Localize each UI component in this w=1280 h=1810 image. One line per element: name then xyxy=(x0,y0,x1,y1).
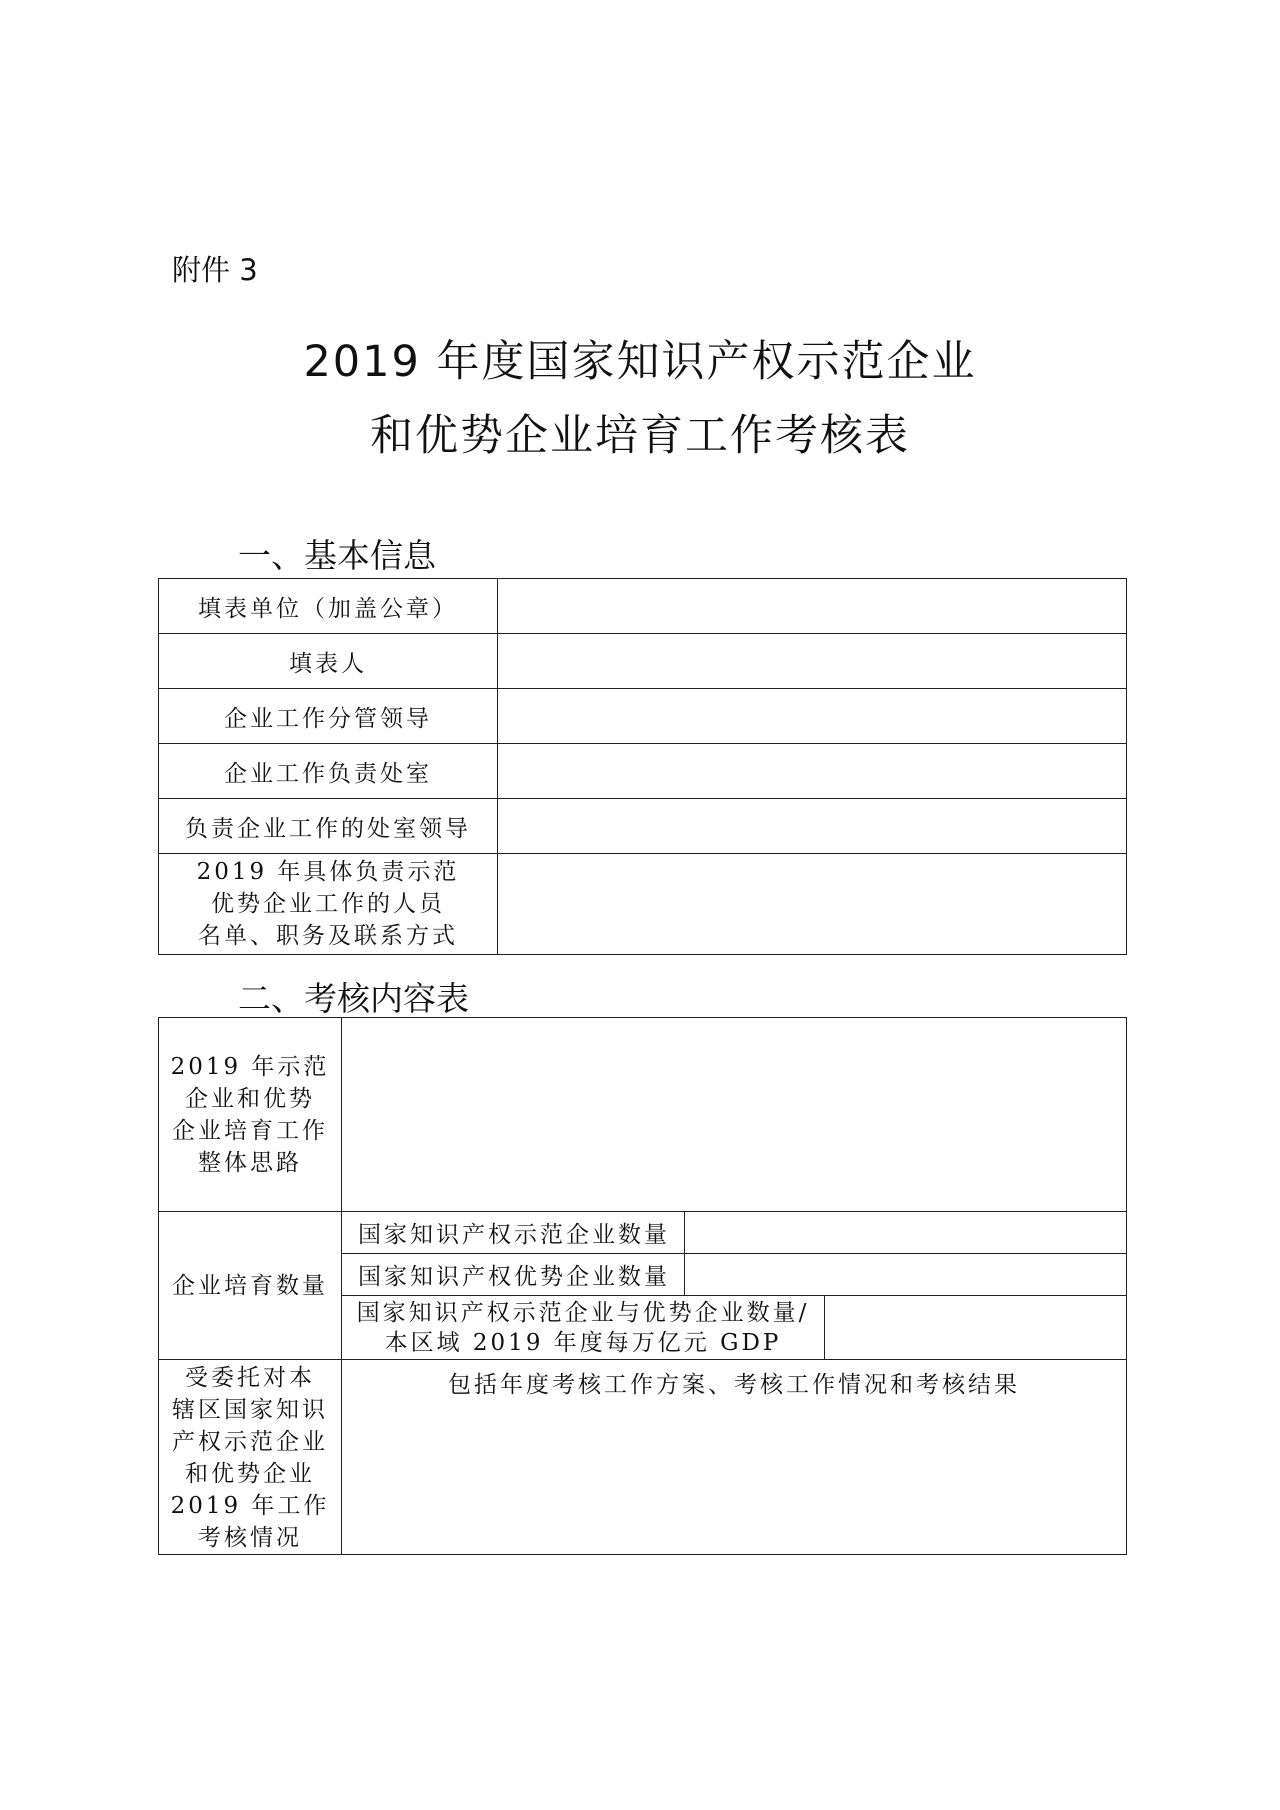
label-line: 企业培育工作 xyxy=(172,1117,328,1144)
label-line: 优势企业工作的人员 xyxy=(211,891,445,917)
table-row xyxy=(159,799,1127,854)
row-label: 企业工作分管领导 xyxy=(159,689,498,744)
page-title-line1: 2019 年度国家知识产权示范企业 xyxy=(303,337,977,387)
table-row xyxy=(159,1212,1127,1254)
label-line: 本区域 2019 年度每万亿元 GDP xyxy=(384,1329,782,1356)
fill-field-office-leader[interactable] xyxy=(498,799,1127,854)
attachment-label: 附件 3 xyxy=(172,253,258,287)
row-label: 企业工作负责处室 xyxy=(159,744,498,799)
label-line: 整体思路 xyxy=(198,1149,302,1176)
ratio-label xyxy=(342,1296,825,1360)
row-label-staff xyxy=(159,854,498,955)
fill-field-overall-idea[interactable] xyxy=(342,1018,1127,1212)
assessment-table xyxy=(158,1017,1127,1555)
fill-field-leader[interactable] xyxy=(498,689,1127,744)
label-line: 国家知识产权示范企业与优势企业数量/ xyxy=(356,1299,810,1326)
label-line: 考核情况 xyxy=(198,1525,302,1551)
label-line: 辖区国家知识 xyxy=(172,1397,328,1423)
fill-field-staff[interactable] xyxy=(498,854,1127,955)
fill-field-ratio[interactable] xyxy=(825,1296,1127,1360)
table-row xyxy=(159,1360,1127,1555)
demo-enterprise-count-label: 国家知识产权示范企业数量 xyxy=(342,1212,685,1254)
page-title-line2: 和优势企业培育工作考核表 xyxy=(370,411,910,461)
advantage-enterprise-count-label: 国家知识产权优势企业数量 xyxy=(342,1254,685,1296)
row-label: 填表人 xyxy=(159,634,498,689)
label-line: 企业和优势 xyxy=(185,1085,315,1112)
table-row xyxy=(159,854,1127,955)
table-row xyxy=(159,744,1127,799)
fill-field-unit[interactable] xyxy=(498,579,1127,634)
label-line: 2019 年具体负责示范 xyxy=(196,859,460,885)
label-line: 名单、职务及联系方式 xyxy=(198,923,458,949)
table-row xyxy=(159,579,1127,634)
label-line: 和优势企业 xyxy=(185,1461,315,1487)
assessment-status-label xyxy=(159,1360,342,1555)
row-label: 填表单位（加盖公章） xyxy=(159,579,498,634)
assessment-hint: 包括年度考核工作方案、考核工作情况和考核结果 xyxy=(448,1372,1020,1398)
fill-field-office[interactable] xyxy=(498,744,1127,799)
section-heading-assessment: 二、考核内容表 xyxy=(238,979,469,1018)
label-line: 2019 年工作 xyxy=(170,1493,330,1519)
fill-field-demo-count[interactable] xyxy=(685,1212,1127,1254)
section-heading-basic-info: 一、基本信息 xyxy=(238,536,436,575)
table-row xyxy=(159,1018,1127,1212)
label-line: 产权示范企业 xyxy=(172,1429,328,1455)
label-line: 受委托对本 xyxy=(185,1365,315,1391)
label-line: 2019 年示范 xyxy=(170,1053,330,1080)
table-row xyxy=(159,634,1127,689)
overall-idea-label xyxy=(159,1018,342,1212)
table-row xyxy=(159,689,1127,744)
fill-field-filler[interactable] xyxy=(498,634,1127,689)
quantity-label: 企业培育数量 xyxy=(159,1212,342,1360)
fill-field-advantage-count[interactable] xyxy=(685,1254,1127,1296)
row-label: 负责企业工作的处室领导 xyxy=(159,799,498,854)
fill-field-assessment[interactable] xyxy=(342,1360,1127,1555)
basic-info-table xyxy=(158,578,1127,955)
